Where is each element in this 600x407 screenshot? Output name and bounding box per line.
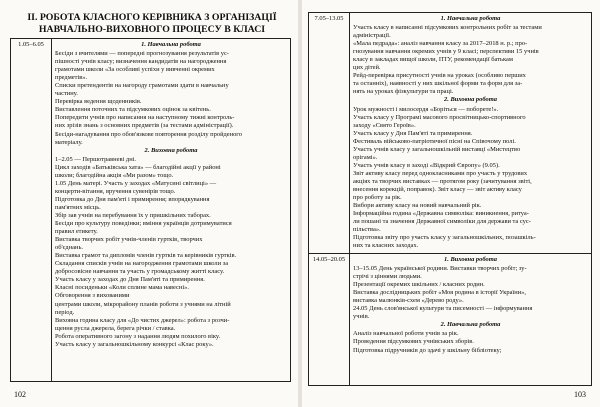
page-number: 102 bbox=[14, 390, 26, 399]
text-line: Виставлення поточних та підсумкових оцінок за квітень. bbox=[55, 106, 211, 114]
content-cell bbox=[350, 254, 592, 386]
text-line: 1–2.05 — Першотравневі дні. bbox=[55, 155, 137, 163]
section-heading: 1. Навчальна робота bbox=[440, 15, 501, 22]
page-title: II. РОБОТА КЛАСНОГО КЕРІВНИКА З ОРГАНІЗАЦІЇ НАВЧАЛЬНО-ВИХОВНОГО ПРОЦЕСУ В КЛАСІ bbox=[27, 12, 277, 35]
text-line: Участь учнів класу у загальношкільній виставці «Мистецтво bbox=[353, 145, 521, 153]
text-line: ли пошані та значення Державної символіки для держави та сус- bbox=[353, 218, 531, 226]
text-line: Вибори активу класу на новий навчальний рік. bbox=[353, 202, 482, 210]
text-line: Звіт активу класу перед однокласниками про участь у трудових bbox=[353, 169, 528, 177]
text-line: учнів. bbox=[353, 313, 370, 321]
text-line: Попередити учнів про написання на наступному тижні контроль- bbox=[55, 114, 235, 122]
text-line: Інформаційна година «Державна символіка: виникнення, ритуа- bbox=[353, 210, 529, 218]
text-line: виставка малюнків-схем «Дерево роду». bbox=[353, 297, 464, 305]
text-line: Складання списків учнів на нагородження грамотами школи за bbox=[55, 260, 229, 268]
text-line: Виставка дослідницьких робіт «Моя родина в історії України», bbox=[353, 289, 526, 297]
plan-table-left bbox=[10, 38, 291, 382]
text-line: орігамі». bbox=[353, 153, 378, 161]
text-line: них зрізів знань з основних предметів (за тестами адміністрації). bbox=[55, 122, 234, 130]
text-line: «Мала педрада»: аналіз навчання класу за 2017–2018 н. р.; про- bbox=[353, 40, 528, 48]
section-heading: 2. Навчальна робота bbox=[440, 321, 501, 329]
text-line: грамотами школи «За особливі успіхи у вивченні окремих bbox=[55, 66, 215, 74]
text-line: щення русла джерела, берега річки / ставка. bbox=[55, 324, 176, 332]
text-line: матеріалу. bbox=[55, 138, 83, 146]
text-line: цих дітей. bbox=[353, 64, 381, 72]
section-lines bbox=[353, 330, 588, 354]
text-line: пішності учнів класу; визначення кандидатів на нагородження bbox=[55, 58, 227, 66]
text-line: акціях та творчих виставках — протягом року (зачитування звіті, bbox=[353, 177, 532, 185]
section-heading: 2. Виховна робота bbox=[444, 96, 497, 104]
date-cell: 1.05–6.05 bbox=[11, 39, 52, 382]
text-line: Підготовка підручників до здачі у шкільну бібліотеку; bbox=[353, 346, 502, 354]
text-line: пільства». bbox=[353, 226, 381, 234]
text-line: Виставка грамот та дипломів членів гуртків та керівників гуртків. bbox=[55, 252, 237, 260]
text-line: Фестиваль військово-патріотичної пісні на Співочому полі. bbox=[353, 137, 516, 145]
section-lines bbox=[353, 24, 588, 96]
text-line: Збір зав учнів на перебування їх у пришкільних таборах. bbox=[55, 211, 211, 219]
text-line: Виховна година класу для «До чистих джерел»: робота з розчи- bbox=[55, 316, 230, 324]
date-cell: 14.05–20.05 bbox=[309, 254, 350, 386]
text-line: 13–15.05 День української родини. Виставки творчих робіт; зу- bbox=[353, 265, 527, 273]
section-lines bbox=[353, 265, 588, 321]
page-number: 103 bbox=[574, 390, 586, 399]
text-line: Виставка творчих робіт учнів-членів гуртків, творчих bbox=[55, 236, 203, 244]
text-line: період. bbox=[55, 308, 75, 316]
left-page bbox=[0, 0, 298, 407]
text-line: Бесіди-нагадування про обов'язкове повторення розділу пройденого bbox=[55, 130, 243, 138]
text-line: 1.05 День матері. Участь у заходах «Матусині світлиці» — bbox=[55, 179, 217, 187]
section-heading: 1. Навчальна робота bbox=[141, 41, 201, 48]
section-lines bbox=[55, 156, 287, 349]
text-line: Перевірка ведення щоденників. bbox=[55, 98, 142, 106]
text-line: добросовісне навчання та участь у громадському житті класу. bbox=[55, 268, 225, 276]
text-line: Участь класу у Дня Пам'яті та примирення. bbox=[353, 129, 473, 137]
text-line: адміністрації. bbox=[353, 32, 391, 40]
text-line: правил етикету. bbox=[55, 228, 98, 236]
text-line: Бесіди з вчителями — попередні прогнозування результатів ус- bbox=[55, 50, 229, 58]
text-line: заходу «Свято Героїв». bbox=[353, 121, 416, 129]
text-line: Цикл заходів «Батьківська хата» — благодійні акції у районі bbox=[55, 163, 221, 171]
text-line: концерти-вітання, вручення сувенірів тощо. bbox=[55, 187, 176, 195]
text-line: Бесіди про культуру поведінки; вміння українців дотримуватися bbox=[55, 220, 232, 228]
text-line: Участь класу у Програмі масового просвітницько-спортивного bbox=[353, 113, 526, 121]
text-line: Участь класу в написанні підсумкових контрольних робіт за тестами bbox=[353, 24, 542, 32]
text-line: Урок мужності і милосердя «Боріться — поборете!». bbox=[353, 105, 499, 113]
text-line: предметів». bbox=[55, 74, 88, 82]
section-lines bbox=[55, 50, 287, 147]
content-cell bbox=[350, 13, 592, 254]
text-line: пам'ятних місць. bbox=[55, 203, 101, 211]
text-line: Класні посиденьки «Коли сплине мама навесні». bbox=[55, 284, 189, 292]
table-row bbox=[309, 254, 592, 386]
text-line: стрічі з ціннями людьми. bbox=[353, 273, 422, 281]
text-line: Аналіз навчальної роботи учнів за рік. bbox=[353, 330, 459, 338]
text-line: Участь класу у заходах до Дня Пам'яті та примирення. bbox=[55, 276, 205, 284]
text-line: Участь класу у загальношкільному конкурсі «Клас року». bbox=[55, 340, 214, 348]
text-line: гнозування навчання окремих учнів у 9 класі; перспективи 15 учнів bbox=[353, 48, 539, 56]
section-heading: 1. Виховна робота bbox=[444, 256, 497, 263]
text-line: Списки претендентів на нагороду грамотами здати в навчальну bbox=[55, 82, 229, 90]
text-line: Обговорення з вихованими bbox=[55, 292, 130, 300]
text-line: Рейд-перевірка присутності учнів на уроках (особливо перших bbox=[353, 72, 526, 80]
table-row bbox=[11, 39, 291, 382]
text-line: про роботу за рік. bbox=[353, 194, 402, 202]
text-line: Презентації окремих шкільних / класних родин. bbox=[353, 281, 485, 289]
text-line: внесення корекцій, поправок). Звіт класу — звіт активу класу bbox=[353, 185, 522, 193]
text-line: нять на уроках фізкультури та праці. bbox=[353, 88, 454, 96]
date-cell: 7.05–13.05 bbox=[309, 13, 350, 254]
section-lines bbox=[353, 106, 588, 251]
text-line: частину. bbox=[55, 90, 78, 98]
plan-table-right bbox=[308, 12, 592, 386]
table-row bbox=[309, 13, 592, 254]
text-line: центрами школи, мікрорайону планів роботи з учнями на літній bbox=[55, 300, 231, 308]
text-line: Підготовка до Дня пам'яті і примирення; впорядкування bbox=[55, 195, 210, 203]
right-page bbox=[302, 0, 600, 407]
section-heading: 2. Виховна робота bbox=[144, 146, 198, 154]
content-cell bbox=[52, 39, 291, 382]
text-line: Проведення підсумкових учнівських зборів. bbox=[353, 338, 474, 346]
text-line: школи; благодійна акція «Ми разом» тощо. bbox=[55, 171, 174, 179]
text-line: класу в закладах вищої школи, ПТУ, рекомендації батькам bbox=[353, 56, 513, 64]
text-line: об'єднань. bbox=[55, 244, 83, 252]
text-line: Участь учнів класу в заході «Відкрий Європу» (9.05). bbox=[353, 161, 500, 169]
text-line: Підготовка звіту про участь класу у загальношкільних, позашкіль- bbox=[353, 234, 536, 242]
text-line: та останніх), наявності у них шкільної форми та форм для за- bbox=[353, 80, 523, 88]
text-line: них та класних заходах. bbox=[353, 242, 419, 250]
text-line: 24.05 День слов'янської культури та писемності — інформування bbox=[353, 305, 533, 313]
text-line: Робота оперативного загону з надання людям похилого віку. bbox=[55, 332, 221, 340]
